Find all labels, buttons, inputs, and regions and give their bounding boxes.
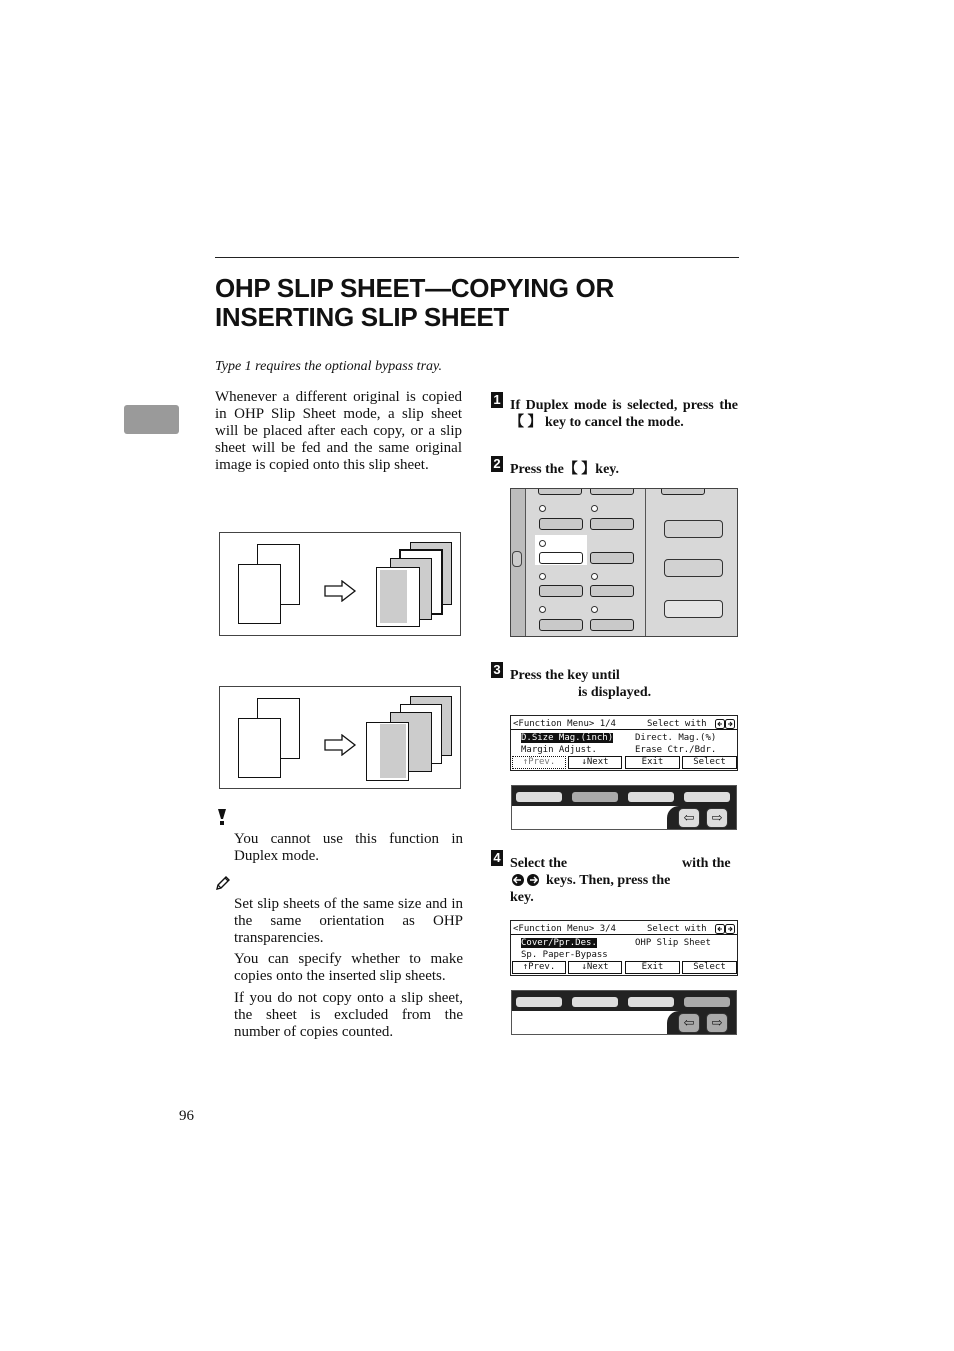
left-right-arrow-icon [511,873,541,887]
note-item: If you do not copy onto a slip sheet, the sheet is excluded from the number of copies counted. [234,990,463,1040]
original-front [238,564,281,624]
screen-header-left: <Function Menu> 1/4 [513,719,616,729]
prev-softkey[interactable]: ↑Prev. [512,756,566,769]
exclamation-icon [216,808,228,826]
panel-big-key [664,520,723,538]
screen-header-right: Select with [647,924,707,934]
copy-stack-sheet [380,570,407,623]
screen-header-right: Select with [647,719,707,729]
copy-stack-sheet [380,724,406,778]
step-text: If Duplex mode is selected, press the 【 】 key to cancel the mode. [510,398,738,430]
note-item: Set slip sheets of the same size and in the same orientation as OHP transparencies. [234,896,463,946]
operation-panel-illustration [510,488,738,637]
prev-softkey[interactable]: ↑Prev. [512,961,566,974]
chapter-tab [124,405,179,434]
page-title: OHP SLIP SHEET—COPYING OR INSERTING SLIP SHEET [215,273,614,332]
step-text: Select the [510,856,568,871]
step-text: with the [682,856,731,871]
step-number: 4 [491,850,503,866]
panel-key [539,518,583,530]
panel-big-key [664,559,723,577]
step-text: is displayed. [578,685,652,700]
step-text: Press the key until [510,668,620,683]
selection-keys-illustration-2 [511,990,737,1035]
screen-header-left: <Function Menu> 3/4 [513,924,616,934]
panel-key [590,518,634,530]
step-text: Press the【 】key. [510,462,620,477]
left-arrow-key-icon: ⇦ [678,808,700,828]
menu-item-selected[interactable]: D.Size Mag.(inch) [521,733,614,743]
selection-key [572,997,618,1007]
menu-item[interactable]: Direct. Mag.(%) [635,733,717,743]
selection-key [572,792,618,802]
option-note: Type 1 requires the optional bypass tray. [215,359,442,374]
menu-item-selected[interactable]: Cover/Ppr.Des. [521,938,597,948]
note-item: You can specify whether to make copies onto the inserted slip sheets. [234,951,463,984]
page-number: 96 [179,1108,194,1124]
next-softkey[interactable]: ↓Next [568,756,622,769]
exit-softkey[interactable]: Exit [625,756,680,769]
menu-item[interactable]: Margin Adjust. [521,745,597,755]
panel-key [539,619,583,631]
function-menu-screen-1 [510,715,738,771]
left-right-arrow-icon [715,719,735,733]
next-softkey[interactable]: ↓Next [568,961,622,974]
selection-key [516,997,562,1007]
pencil-icon [215,875,231,891]
right-arrow-key-icon: ⇨ [706,1013,728,1033]
step-text: keys. Then, press the [546,873,671,888]
step-number: 2 [491,456,503,472]
panel-key [590,552,634,564]
menu-item[interactable]: Erase Ctr./Bdr. [635,745,717,755]
panel-key [590,619,634,631]
step-number: 1 [491,392,503,408]
left-arrow-key-icon: ⇦ [678,1013,700,1033]
selection-key [516,792,562,802]
right-arrow-key-icon: ⇨ [706,808,728,828]
step-text: key. [510,890,534,905]
left-right-arrow-icon [715,924,735,938]
panel-key [539,585,583,597]
intro-paragraph: Whenever a different original is copied in OHP Slip Sheet mode, a slip sheet will be placed after each copy, or a slip sheet will be fed and the same original image is copied onto this slip sheet. [215,389,462,473]
step-number: 3 [491,662,503,678]
panel-key [590,585,634,597]
function-menu-screen-2 [510,920,738,976]
selection-keys-illustration-1 [511,785,737,830]
arrow-right-icon [324,580,357,602]
selection-key [628,997,674,1007]
menu-item[interactable]: OHP Slip Sheet [635,938,711,948]
select-softkey[interactable]: Select [682,756,737,769]
original-front [238,718,281,778]
slip-sheet-key [539,552,583,564]
slip-sheet-diagram-1 [219,532,461,636]
slip-sheet-diagram-2 [219,686,461,789]
menu-item[interactable]: Sp. Paper-Bypass [521,950,608,960]
select-softkey[interactable]: Select [682,961,737,974]
selection-key [684,997,730,1007]
arrow-right-icon [324,734,357,756]
header-rule [215,257,739,258]
selection-key [684,792,730,802]
panel-big-key [664,600,723,618]
limitation-text: You cannot use this function in Duplex mode. [234,831,463,864]
exit-softkey[interactable]: Exit [625,961,680,974]
selection-key [628,792,674,802]
